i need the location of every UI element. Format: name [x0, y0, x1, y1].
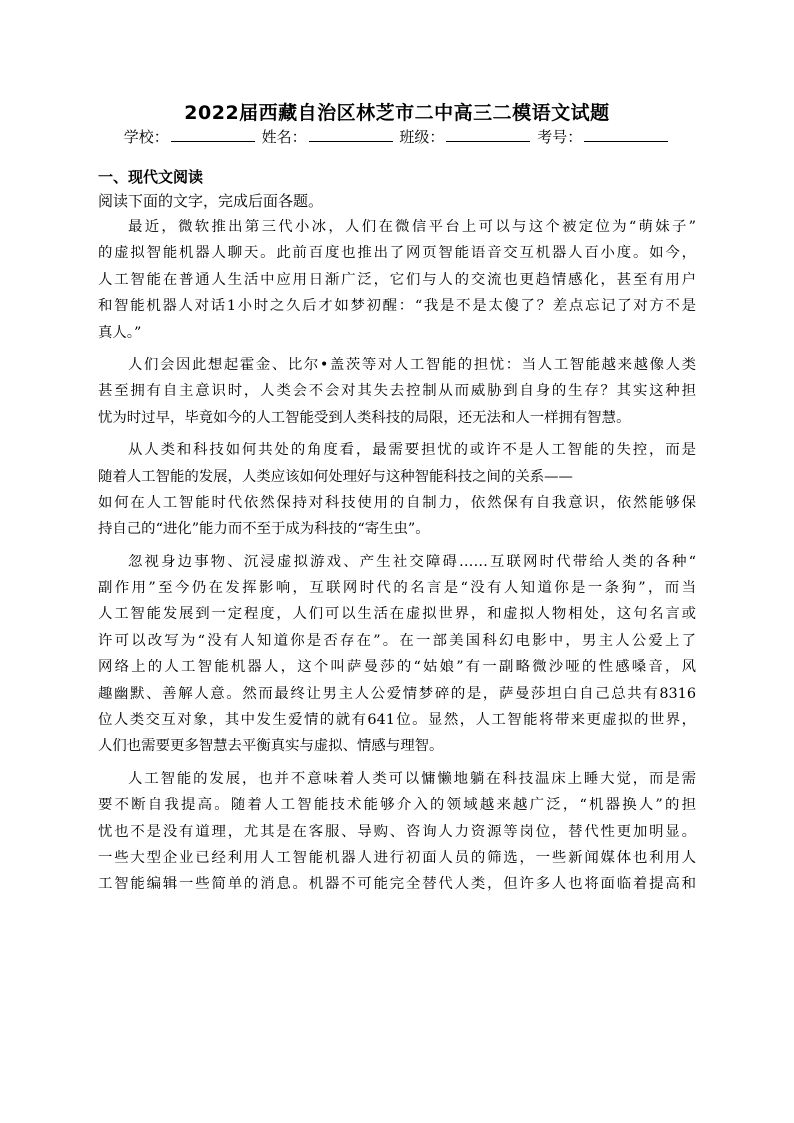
text-line: 位人类交互对象，其中发生爱情的就有641位。显然，人工智能将带来更虚拟的世界，	[98, 712, 696, 729]
text-line: 要不断自我提高。随着人工智能技术能够介入的领域越来越广泛，“机器换人”的担	[98, 797, 696, 814]
text-line: 随着人工智能的发展，人类应该如何处理好与这种智能科技之间的关系——	[98, 468, 573, 485]
text-line: 人们也需要更多智慧去平衡真实与虚拟、情感与理智。	[98, 738, 444, 755]
exam-number-label: 考号：	[537, 128, 583, 146]
text-line: 甚至拥有自主意识时，人类会不会对其失去控制从而威胁到自身的生存？其实这种担	[98, 383, 696, 400]
text-line: 忽视身边事物、沉浸虚拟游戏、产生社交障碍……互联网时代带给人类的各种“	[128, 553, 696, 570]
text-line: 工智能编辑一些简单的消息。机器不可能完全替代人类，但许多人也将面临着提高和	[98, 876, 696, 893]
text-line: 人工智能的发展，也并不意味着人类可以慵懒地躺在科技温床上睡大觉，而是需	[128, 770, 696, 787]
text-line: 最近，微软推出第三代小冰，人们在微信平台上可以与这个被定位为“萌妹子”	[128, 219, 696, 235]
name-label: 姓名：	[261, 128, 307, 146]
school-label: 学校：	[123, 128, 169, 146]
student-info-row	[0, 126, 794, 147]
text-line: 持自己的“进化”能力而不至于成为科技的“寄生虫”。	[98, 521, 430, 538]
school-blank[interactable]	[171, 127, 255, 142]
text-line: 的虚拟智能机器人聊天。此前百度也推出了网页智能语音交互机器人百小度。如今，	[98, 245, 696, 262]
text-line: 忧为时过早，毕竟如今的人工智能受到人类科技的局限，还无法和人一样拥有智慧。	[98, 409, 631, 426]
text-line: 趣幽默、善解人意。然而最终让男主人公爱情梦碎的是，萨曼莎坦白自己总共有8316	[98, 685, 696, 702]
section-heading: 一、现代文阅读	[98, 168, 204, 186]
text-line: 一些大型企业已经利用人工智能机器人进行初面人员的筛选，一些新闻媒体也利用人	[98, 849, 696, 866]
text-line: 人们会因此想起霍金、比尔•盖茨等对人工智能的担忧：当人工智能越来越像人类	[128, 356, 696, 373]
name-blank[interactable]	[309, 127, 393, 142]
passage-body	[98, 214, 696, 898]
class-label: 班级：	[399, 128, 445, 146]
text-line: 和智能机器人对话1小时之久后才如梦初醒：“我是不是太傻了？差点忘记了对方不是	[98, 298, 696, 315]
reading-instruction: 阅读下面的文字，完成后面各题。	[98, 192, 324, 210]
text-line: 从人类和科技如何共处的角度看，最需要担忧的或许不是人工智能的失控，而是	[128, 442, 696, 459]
text-line: 忧也不是没有道理，尤其是在客服、导购、咨询人力资源等岗位，替代性更加明显。	[98, 823, 696, 840]
text-line: 许可以改写为“没有人知道你是否存在”。在一部美国科幻电影中，男主人公爱上了	[98, 632, 696, 649]
exam-title: 2022届西藏自治区林芝市二中高三二模语文试题	[184, 102, 610, 124]
text-line: 真人。”	[98, 324, 142, 341]
exam-number-blank[interactable]	[584, 127, 668, 142]
text-line: 副作用”至今仍在发挥影响，互联网时代的名言是“没有人知道你是一条狗”，而当	[98, 580, 696, 597]
class-blank[interactable]	[446, 127, 530, 142]
text-line: 人工智能在普通人生活中应用日渐广泛，它们与人的交流也更趋情感化，甚至有用户	[98, 271, 696, 288]
text-line: 如何在人工智能时代依然保持对科技使用的自制力，依然保有自我意识，依然能够保	[98, 494, 696, 511]
text-line: 人工智能发展到一定程度，人们可以生活在虚拟世界，和虚拟人物相处，这句名言或	[98, 606, 696, 623]
text-line: 网络上的人工智能机器人，这个叫萨曼莎的“姑娘”有一副略微沙哑的性感嗓音，风	[98, 659, 696, 676]
